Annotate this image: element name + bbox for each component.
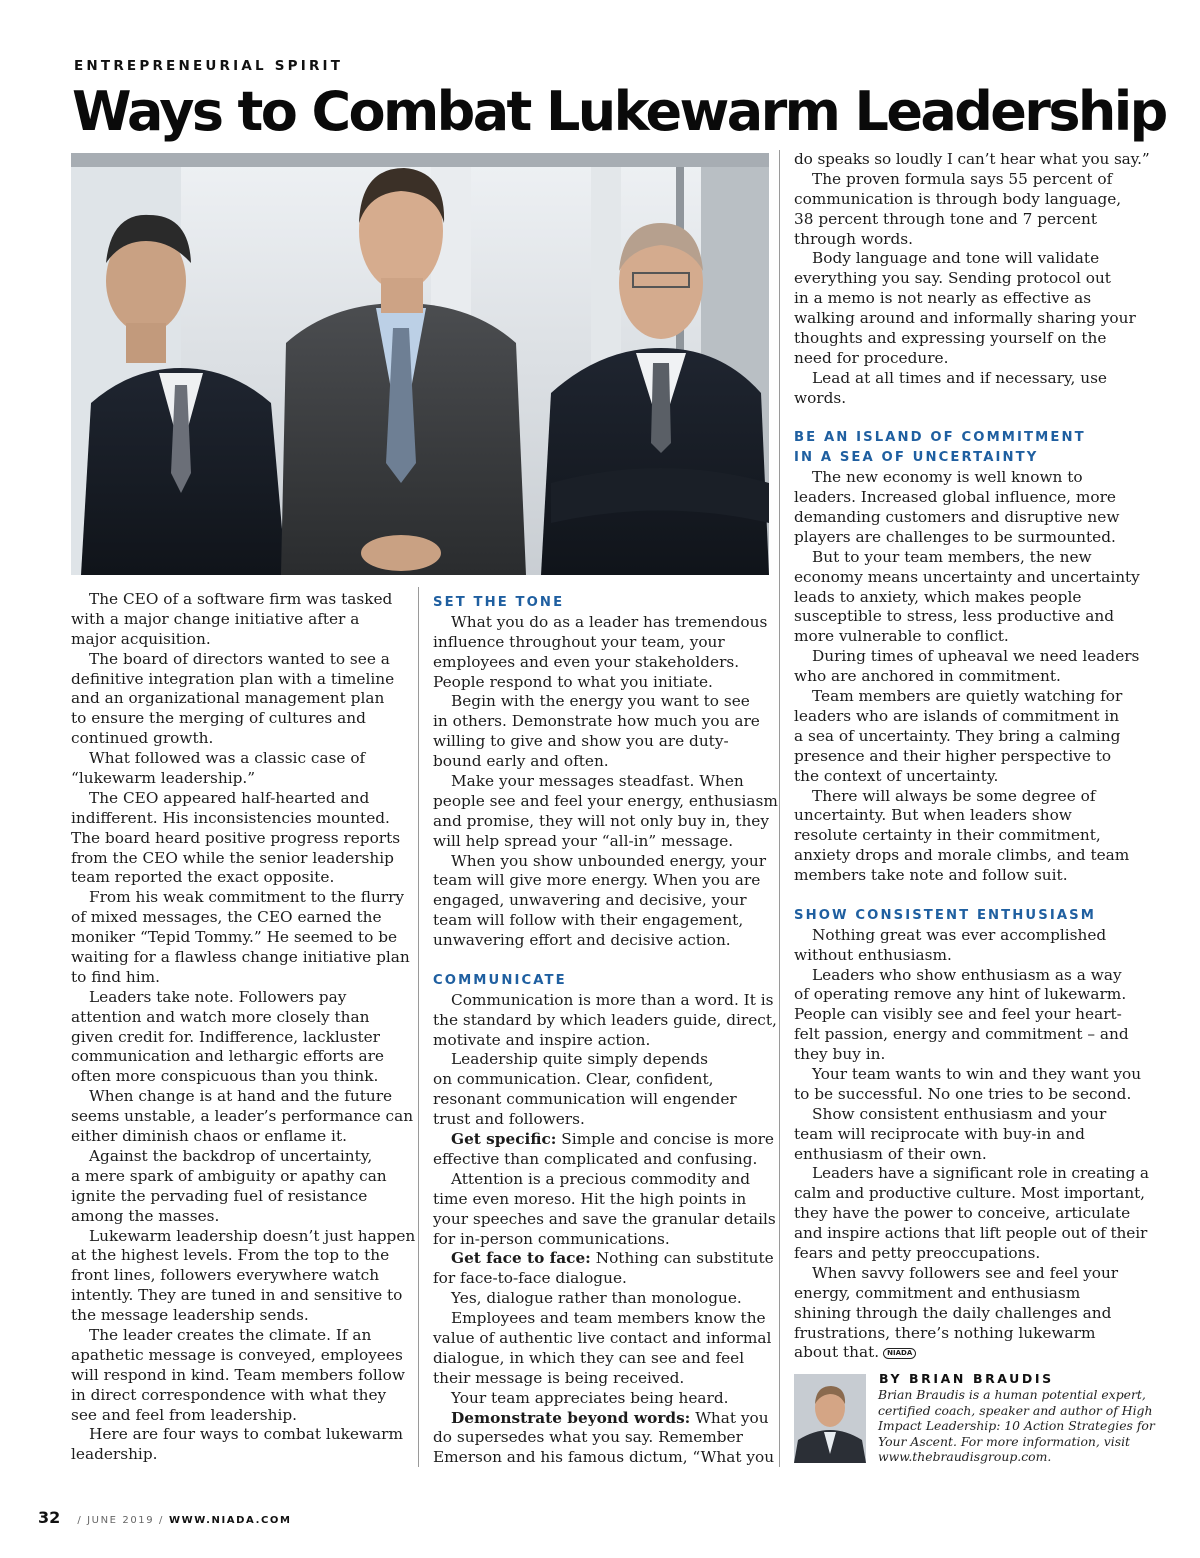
text-line: apathetic message is conveyed, employees <box>71 1345 403 1364</box>
text-line: do supersedes what you say. Remember <box>433 1428 743 1447</box>
text-line: time even moreso. Hit the high points in <box>433 1189 747 1208</box>
text-line: leadership. <box>71 1445 158 1464</box>
text-line: The CEO appeared half-hearted and <box>89 788 370 807</box>
text-line: Begin with the energy you want to see <box>451 692 750 711</box>
text-line: From his weak commitment to the flurry <box>89 888 405 907</box>
section-label: ENTREPRENEURIAL SPIRIT <box>74 58 344 74</box>
text-line: team will reciprocate with buy-in and <box>794 1124 1085 1143</box>
text-line: intently. They are tuned in and sensitive to <box>71 1286 403 1305</box>
text-line: team will give more energy. When you are <box>433 871 761 890</box>
text-line: everything you say. Sending protocol out <box>794 269 1111 288</box>
text-line: ignite the pervading fuel of resistance <box>71 1186 368 1205</box>
text-line: The board heard positive progress reports <box>71 828 401 847</box>
article-column-1 <box>71 590 416 1465</box>
text-line: to be successful. No one tries to be second. <box>794 1084 1132 1103</box>
text-line: Employees and team members know the <box>451 1309 766 1328</box>
text-line: economy means uncertainty and uncertainty <box>794 567 1140 586</box>
text-line: Lukewarm leadership doesn’t just happen <box>89 1226 416 1245</box>
text-line: anxiety drops and morale climbs, and team <box>794 846 1130 865</box>
text-line <box>794 1343 1139 1363</box>
text-line: without enthusiasm. <box>794 945 952 964</box>
bio-line: Impact Leadership: 10 Action Strategies for <box>878 1418 1155 1434</box>
text-line: Show consistent enthusiasm and your <box>812 1104 1107 1123</box>
article-column-2 <box>433 593 778 1468</box>
text-line: definitive integration plan with a timeline <box>71 669 395 688</box>
section-heading: SHOW CONSISTENT ENTHUSIASM <box>794 907 1096 923</box>
text-line: When you show unbounded energy, your <box>451 851 767 870</box>
inline-lead: Demonstrate beyond words: <box>451 1408 691 1427</box>
text-line: susceptible to stress, less productive and <box>794 607 1115 626</box>
bio-website[interactable]: www.thebraudisgroup.com. <box>878 1449 1052 1465</box>
text-line: for face-to-face dialogue. <box>433 1269 627 1288</box>
text-line: a mere spark of ambiguity or apathy can <box>71 1166 387 1185</box>
text-line: uncertainty. But when leaders show <box>794 806 1072 825</box>
text-line: People respond to what you initiate. <box>433 672 713 691</box>
inline-lead: Get face to face: <box>451 1249 591 1268</box>
website-link[interactable]: WWW.NIADA.COM <box>169 1515 292 1526</box>
text-line <box>433 1130 778 1150</box>
text-line: a sea of uncertainty. They bring a calming <box>794 726 1121 745</box>
text-line: shining through the daily challenges and <box>794 1303 1112 1322</box>
author-bio <box>878 1387 1155 1465</box>
text-line: among the masses. <box>71 1206 220 1225</box>
text-line: Your team appreciates being heard. <box>451 1388 729 1407</box>
text-line: front lines, followers everywhere watch <box>71 1266 380 1285</box>
text-line: on communication. Clear, confident, <box>433 1070 714 1089</box>
text-line: motivate and inspire action. <box>433 1030 651 1049</box>
text-line: enthusiasm of their own. <box>794 1144 987 1163</box>
text-line: at the highest levels. From the top to the <box>71 1246 390 1265</box>
text-line <box>433 1409 778 1429</box>
text-line: Leadership quite simply depends <box>451 1050 708 1069</box>
text-line: members take note and follow suit. <box>794 866 1068 885</box>
text-line: continued growth. <box>71 729 214 748</box>
section-heading: BE AN ISLAND OF COMMITMENT <box>794 430 1086 446</box>
section-heading: SET THE TONE <box>433 595 565 610</box>
author-byline: BY BRIAN BRAUDIS <box>879 1371 1054 1386</box>
text-line: and an organizational management plan <box>71 689 385 708</box>
text-line: willing to give and show you are duty- <box>433 732 729 751</box>
bio-line: Your Ascent. For more information, visit <box>878 1433 1131 1449</box>
text-line: The CEO of a software firm was tasked <box>89 590 393 608</box>
text-line: in a memo is not nearly as effective as <box>794 289 1092 308</box>
text-line: “lukewarm leadership.” <box>71 769 256 788</box>
text-line: Team members are quietly watching for <box>812 687 1123 706</box>
text-line: leads to anxiety, which makes people <box>794 587 1082 606</box>
text-line: What you do as a leader has tremendous <box>451 612 768 631</box>
text-line: thoughts and expressing yourself on the <box>794 329 1107 348</box>
paragraph-gap <box>794 886 1139 906</box>
bio-line: certified coach, speaker and author of High <box>878 1402 1153 1418</box>
text-line: During times of upheaval we need leaders <box>812 647 1140 666</box>
text-line: for in-person communications. <box>433 1229 670 1248</box>
text-line: in direct correspondence with what they <box>71 1385 387 1404</box>
text-run: What you <box>690 1408 769 1427</box>
text-line: But to your team members, the new <box>812 547 1092 566</box>
text-line: through words. <box>794 229 913 248</box>
text-line: from the CEO while the senior leadership <box>71 848 394 867</box>
text-line: trust and followers. <box>433 1110 585 1129</box>
text-line: with a major change initiative after a <box>71 609 360 628</box>
text-line: and inspire actions that lift people out of their <box>794 1224 1148 1243</box>
text-line: who are anchored in commitment. <box>794 667 1061 686</box>
page-number: 32 <box>38 1508 61 1527</box>
text-run: Nothing can substitute <box>590 1249 774 1268</box>
text-line: felt passion, energy and commitment – and <box>794 1025 1129 1044</box>
text-line: waiting for a flawless change initiative plan <box>71 948 410 967</box>
text-line: Your team wants to win and they want you <box>812 1064 1142 1083</box>
text-line: to ensure the merging of cultures and <box>71 709 366 728</box>
text-line: resonant communication will engender <box>433 1090 737 1109</box>
text-line: the message leadership sends. <box>71 1306 309 1325</box>
text-run: about that. <box>794 1343 880 1362</box>
author-photo <box>794 1374 866 1463</box>
text-line: calm and productive culture. Most important, <box>794 1184 1145 1203</box>
text-line: frustrations, there’s nothing lukewarm <box>794 1323 1096 1342</box>
text-line: will respond in kind. Team members follow <box>71 1365 405 1384</box>
text-line: they buy in. <box>794 1045 886 1064</box>
text-line: of operating remove any hint of lukewarm. <box>794 985 1127 1004</box>
text-line: Make your messages steadfast. When <box>451 772 744 791</box>
text-line: walking around and informally sharing your <box>794 309 1136 328</box>
text-line: Leaders take note. Followers pay <box>89 987 347 1006</box>
text-line: communication and lethargic efforts are <box>71 1047 384 1066</box>
bio-line: Brian Braudis is a human potential expert, <box>878 1387 1146 1402</box>
text-line: in others. Demonstrate how much you are <box>433 712 760 731</box>
text-line: Body language and tone will validate <box>812 249 1100 268</box>
text-line: words. <box>794 388 847 407</box>
text-line: 38 percent through tone and 7 percent <box>794 209 1097 228</box>
text-line: their message is being received. <box>433 1368 685 1387</box>
text-line: people see and feel your energy, enthusiasm <box>433 791 778 810</box>
niada-logo-icon: NIADA <box>883 1348 916 1359</box>
text-line: indifferent. His inconsistencies mounted. <box>71 808 390 827</box>
text-line: leaders who are islands of commitment in <box>794 706 1120 725</box>
text-line: bound early and often. <box>433 752 609 771</box>
text-line: the context of uncertainty. <box>794 766 999 785</box>
text-line: and promise, they will not only buy in, they <box>433 811 769 830</box>
text-line: attention and watch more closely than <box>71 1007 370 1026</box>
text-line: Communication is more than a word. It is <box>451 990 774 1009</box>
article-photo <box>71 153 769 575</box>
text-line: Emerson and his famous dictum, “What you <box>433 1448 775 1467</box>
text-line: moniker “Tepid Tommy.” He seemed to be <box>71 928 398 947</box>
text-line: influence throughout your team, your <box>433 632 725 651</box>
text-line: engaged, unwavering and decisive, your <box>433 891 747 910</box>
text-line: they have the power to conceive, articulate <box>794 1204 1131 1223</box>
text-line: energy, commitment and enthusiasm <box>794 1283 1081 1302</box>
text-line: team reported the exact opposite. <box>71 868 335 887</box>
page-footer <box>38 1508 292 1527</box>
text-line <box>433 1249 778 1269</box>
text-line: Lead at all times and if necessary, use <box>812 368 1107 387</box>
article-column-3 <box>794 150 1150 1363</box>
text-line: The new economy is well known to <box>812 468 1083 487</box>
text-line: more vulnerable to conflict. <box>794 627 1009 646</box>
text-line: often more conspicuous than you think. <box>71 1067 379 1086</box>
text-line: resolute certainty in their commitment, <box>794 826 1101 845</box>
issue-date: / JUNE 2019 / <box>77 1515 164 1526</box>
text-line: When change is at hand and the future <box>89 1087 393 1106</box>
article-headline: Ways to Combat Lukewarm Leadership <box>72 80 1166 143</box>
inline-lead: Get specific: <box>451 1130 557 1149</box>
text-line: presence and their higher perspective to <box>794 746 1112 765</box>
text-line: Nothing great was ever accomplished <box>812 925 1107 944</box>
text-line: fears and petty preoccupations. <box>794 1243 1041 1262</box>
text-line: People can visibly see and feel your heart- <box>794 1005 1122 1024</box>
text-line: will help spread your “all-in” message. <box>433 831 734 850</box>
text-line: The leader creates the climate. If an <box>89 1325 372 1344</box>
text-line: Here are four ways to combat lukewarm <box>89 1425 403 1444</box>
text-line: Leaders who show enthusiasm as a way <box>812 965 1122 984</box>
text-line: Against the backdrop of uncertainty, <box>89 1146 373 1165</box>
text-line: leaders. Increased global influence, more <box>794 488 1116 507</box>
text-line: players are challenges to be surmounted. <box>794 527 1116 546</box>
text-line: The board of directors wanted to see a <box>89 649 390 668</box>
text-line: to find him. <box>71 967 161 986</box>
text-line: demanding customers and disruptive new <box>794 508 1120 527</box>
text-line: unwavering effort and decisive action. <box>433 931 731 950</box>
text-line: What followed was a classic case of <box>89 749 366 768</box>
text-run: Simple and concise is more <box>556 1130 774 1149</box>
text-line: of mixed messages, the CEO earned the <box>71 908 382 927</box>
text-line: need for procedure. <box>794 348 949 367</box>
paragraph-gap <box>794 409 1139 429</box>
text-line: do speaks so loudly I can’t hear what you say.” <box>794 150 1150 168</box>
text-line: employees and even your stakeholders. <box>433 652 740 671</box>
section-heading: COMMUNICATE <box>433 972 567 988</box>
text-line: given credit for. Indifference, lackluster <box>71 1027 380 1046</box>
text-line: Yes, dialogue rather than monologue. <box>451 1289 742 1308</box>
text-line: seems unstable, a leader’s performance can <box>71 1107 414 1126</box>
text-line: either diminish chaos or enflame it. <box>71 1127 347 1146</box>
text-line: There will always be some degree of <box>812 786 1096 805</box>
text-line: value of authentic live contact and informal <box>433 1328 772 1347</box>
text-line: When savvy followers see and feel your <box>812 1263 1119 1282</box>
text-line: Attention is a precious commodity and <box>451 1169 751 1188</box>
text-line: team will follow with their engagement, <box>433 911 744 930</box>
column-divider <box>418 587 419 1467</box>
text-line: your speeches and save the granular details <box>433 1209 776 1228</box>
text-line: major acquisition. <box>71 629 211 648</box>
text-line: The proven formula says 55 percent of <box>812 169 1113 188</box>
text-line: effective than complicated and confusing. <box>433 1149 758 1168</box>
section-heading: IN A SEA OF UNCERTAINTY <box>794 450 1039 466</box>
text-line: the standard by which leaders guide, direct, <box>433 1010 777 1029</box>
paragraph-gap <box>433 951 778 971</box>
column-divider <box>779 150 780 1467</box>
text-line: see and feel from leadership. <box>71 1405 297 1424</box>
text-line: Leaders have a significant role in creating a <box>812 1164 1149 1183</box>
text-line: communication is through body language, <box>794 189 1122 208</box>
text-line: dialogue, in which they can see and feel <box>433 1348 745 1367</box>
